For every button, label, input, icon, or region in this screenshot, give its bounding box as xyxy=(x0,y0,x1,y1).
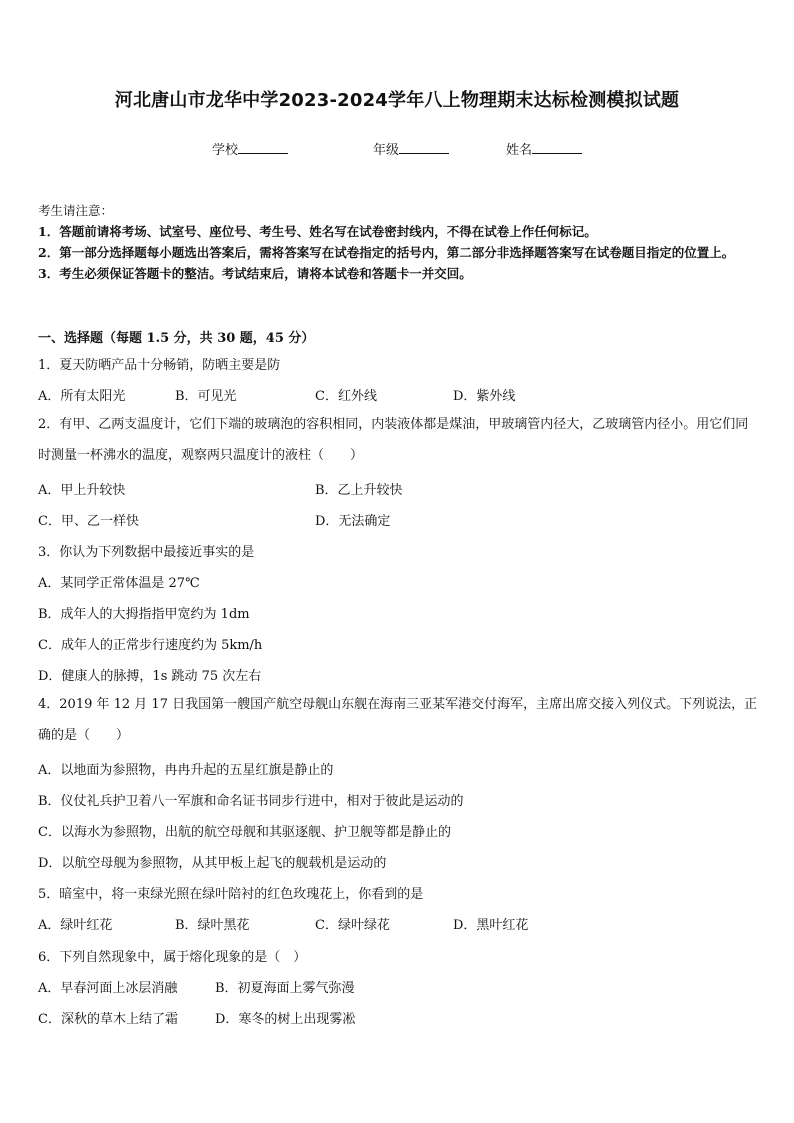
question-stem: 6．下列自然现象中，属于熔化现象的是（ ） xyxy=(38,950,307,965)
grade-field xyxy=(373,139,449,158)
question-option[interactable]: A．某同学正常体温是 27℃ xyxy=(38,576,200,591)
question-option[interactable]: D．寒冬的树上出现雾凇 xyxy=(215,1012,356,1027)
notice-item: 1．答题前请将考场、试室号、座位号、考生号、姓名写在试卷密封线内，不得在试卷上作任何标记。 xyxy=(38,224,597,239)
question-option[interactable]: B．初夏海面上雾气弥漫 xyxy=(215,981,355,996)
question-option[interactable]: B．成年人的大拇指指甲宽约为 1dm xyxy=(38,607,250,622)
question-option[interactable]: D．紫外线 xyxy=(453,389,516,404)
notice-item: 2．第一部分选择题每小题选出答案后，需将答案写在试卷指定的括号内，第二部分非选择题答案写在试卷题目指定的位置上。 xyxy=(38,245,735,260)
question-option[interactable]: B．绿叶黑花 xyxy=(175,918,250,933)
name-blank[interactable] xyxy=(532,140,582,154)
question-option[interactable]: B．可见光 xyxy=(175,389,237,404)
grade-blank[interactable] xyxy=(399,140,449,154)
question-option[interactable]: A．绿叶红花 xyxy=(38,918,113,933)
name-label: 姓名 xyxy=(506,143,533,158)
school-field xyxy=(212,139,288,158)
name-field xyxy=(506,139,582,158)
notice-heading: 考生请注意： xyxy=(38,203,114,218)
school-blank[interactable] xyxy=(238,140,288,154)
question-option[interactable]: C．甲、乙一样快 xyxy=(38,514,139,529)
question-option[interactable]: A．早春河面上冰层消融 xyxy=(38,981,178,996)
question-option[interactable]: A．所有太阳光 xyxy=(38,389,126,404)
question-option[interactable]: D．以航空母舰为参照物，从其甲板上起飞的舰载机是运动的 xyxy=(38,856,387,871)
question-option[interactable]: C．绿叶绿花 xyxy=(315,918,390,933)
section-heading: 一、选择题（每题 1.5 分，共 30 题，45 分） xyxy=(38,331,315,346)
question-option[interactable]: A．甲上升较快 xyxy=(38,483,126,498)
question-stem: 3．你认为下列数据中最接近事实的是 xyxy=(38,545,255,560)
question-stem: 1．夏天防晒产品十分畅销，防晒主要是防 xyxy=(38,358,281,373)
notice-item: 3．考生必须保证答题卡的整洁。考试结束后，请将本试卷和答题卡一并交回。 xyxy=(38,266,472,281)
question-option[interactable]: B．乙上升较快 xyxy=(315,483,403,498)
question-option[interactable]: C．成年人的正常步行速度约为 5km/h xyxy=(38,638,263,653)
question-stem: 5．暗室中，将一束绿光照在绿叶陪衬的红色玫瑰花上，你看到的是 xyxy=(38,887,424,902)
exam-notice xyxy=(38,200,760,284)
question-stem: 4．2019 年 12 月 17 日我国第一艘国产航空母舰山东舰在海南三亚某军港交付海军，主席出席交接入列仪式。下列说法，正确的是（ ） xyxy=(38,697,758,743)
question-option[interactable]: C．红外线 xyxy=(315,389,377,404)
question-option[interactable]: D．无法确定 xyxy=(315,514,391,529)
question-option[interactable]: B．仪仗礼兵护卫着八一军旗和命名证书同步行进中，相对于彼此是运动的 xyxy=(38,794,464,809)
question-stem: 2．有甲、乙两支温度计，它们下端的玻璃泡的容积相同，内装液体都是煤油，甲玻璃管内径大，乙玻璃管内径小。用它们同时测量一杯沸水的温度，观察两只温度计的液柱（ ） xyxy=(38,417,749,463)
question-option[interactable]: D．健康人的脉搏，1s 跳动 75 次左右 xyxy=(38,669,262,684)
exam-title: 河北唐山市龙华中学2023-2024学年八上物理期末达标检测模拟试题 xyxy=(114,90,680,111)
school-label: 学校 xyxy=(212,143,239,158)
question-option[interactable]: C．以海水为参照物，出航的航空母舰和其驱逐舰、护卫舰等都是静止的 xyxy=(38,825,451,840)
question-option[interactable]: C．深秋的草木上结了霜 xyxy=(38,1012,178,1027)
question-option[interactable]: A．以地面为参照物，冉冉升起的五星红旗是静止的 xyxy=(38,763,334,778)
student-info-row xyxy=(0,139,794,161)
grade-label: 年级 xyxy=(373,143,400,158)
question-option[interactable]: D．黑叶红花 xyxy=(453,918,529,933)
